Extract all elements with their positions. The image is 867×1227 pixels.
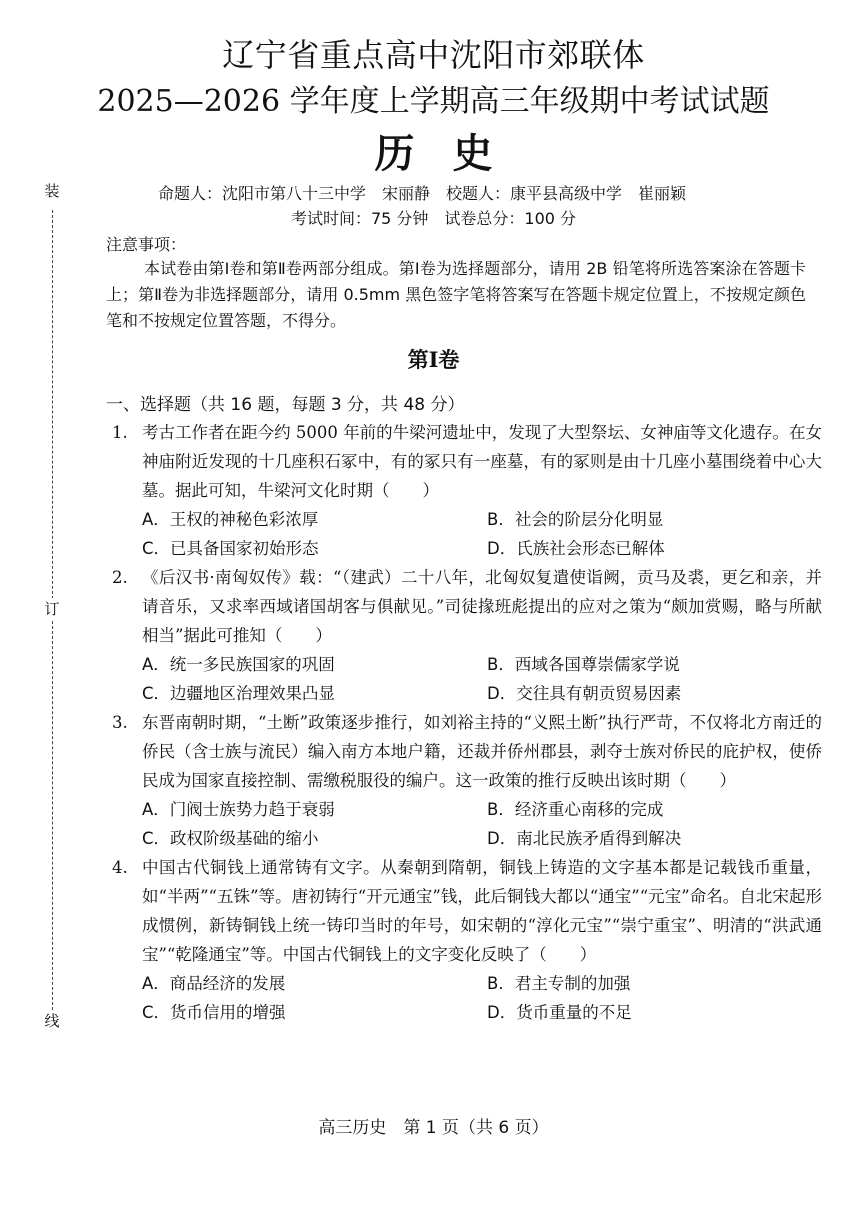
subject-title: 历史 [374,130,531,177]
option-c: C．货币信用的增强 [142,1003,286,1022]
exam-header-line2: 2025—2026 学年度上学期高三年级期中考试试题 [97,84,770,119]
option-b: B．社会的阶层分化明显 [487,510,664,529]
binding-dashed-line [52,210,53,1030]
option-b: B．西域各国尊崇儒家学说 [487,655,680,674]
section-title: 一、选择题（共 16 题，每题 3 分，共 48 分） [106,395,465,415]
binding-line [44,180,60,1040]
option-a: A．门阀士族势力趋于衰弱 [142,800,335,819]
option-a: A．统一多民族国家的巩固 [142,655,335,674]
question-4 [112,853,822,1027]
option-c: C．已具备国家初始形态 [142,539,319,558]
question-number: 2. [112,568,128,587]
binding-char-xian: 线 [42,1010,62,1031]
question-2 [112,563,822,708]
volume-title: 第Ⅰ卷 [407,347,460,372]
question-3 [112,708,822,853]
option-a: A．王权的神秘色彩浓厚 [142,510,319,529]
question-stem [112,563,822,650]
question-number: 4. [112,858,128,877]
question-stem [112,418,822,505]
notice-body: 本试卷由第Ⅰ卷和第Ⅱ卷两部分组成。第Ⅰ卷为选择题部分，请用 2B 铅笔将所选答案涂在答题卡上；第Ⅱ卷为非选择题部分，请用 0.5mm 黑色签字笔将答案写在答题卡规定位置上，不按规定颜色笔和不按规定位置答题，不得分。 [106,259,806,330]
question-stem [112,708,822,795]
option-grid [112,969,822,1027]
authors-line: 命题人：沈阳市第八十三中学 宋丽静 校题人：康平县高级中学 崔丽颖 [158,184,687,203]
binding-char-zhuang: 装 [42,180,62,201]
option-a: A．商品经济的发展 [142,974,286,993]
option-grid [112,795,822,853]
option-d: D．氏族社会形态已解体 [487,539,665,558]
option-c: C．政权阶级基础的缩小 [142,829,319,848]
option-d: D．货币重量的不足 [487,1003,632,1022]
question-list [112,418,822,1027]
option-d: D．南北民族矛盾得到解决 [487,829,682,848]
option-d: D．交往具有朝贡贸易因素 [487,684,682,703]
option-b: B．经济重心南移的完成 [487,800,664,819]
option-grid [112,650,822,708]
question-text: 中国古代铜钱上通常铸有文字。从秦朝到隋朝，铜钱上铸造的文字基本都是记载钱币重量，如“半两”“五铢”等。唐初铸行“开元通宝”钱，此后铜钱大都以“通宝”“元宝”命名。自北宋起形成惯例，新铸铜钱上统一铸印当时的年号，如宋朝的“淳化元宝”“崇宁重宝”、明清的“洪武通宝”“乾隆通宝”等。中国古代铜钱上的文字变化反映了（ ） [142,858,822,964]
option-grid [112,505,822,563]
question-stem [112,853,822,969]
question-text: 考古工作者在距今约 5000 年前的牛梁河遗址中，发现了大型祭坛、女神庙等文化遗存。在女神庙附近发现的十几座积石冢中，有的冢只有一座墓，有的冢则是由十几座小墓围绕着中心大墓。据此可知，牛梁河文化时期（ ） [142,423,822,500]
question-number: 1. [112,423,128,442]
question-text: 《后汉书·南匈奴传》载：“（建武）二十八年，北匈奴复遣使诣阙，贡马及裘，更乞和亲，并请音乐，又求率西域诸国胡客与俱献见。”司徒掾班彪提出的应对之策为“颇加赏赐，略与所献相当”据此可推知（ ） [142,568,822,645]
question-text: 东晋南朝时期，“土断”政策逐步推行，如刘裕主持的“义熙土断”执行严苛，不仅将北方南迁的侨民（含士族与流民）编入南方本地户籍，还裁并侨州郡县，剥夺士族对侨民的庇护权，使侨民成为国家直接控制、需缴税服役的编户。这一政策的推行反映出该时期（ ） [142,713,822,790]
exam-time-info: 考试时间：75 分钟 试卷总分：100 分 [290,209,577,228]
page-footer: 高三历史 第 1 页（共 6 页） [318,1118,549,1138]
question-number: 3. [112,713,128,732]
question-1 [112,418,822,563]
exam-header-line1: 辽宁省重点高中沈阳市郊联体 [222,36,645,74]
option-c: C．边疆地区治理效果凸显 [142,684,336,703]
notice-title: 注意事项： [106,235,187,254]
option-b: B．君主专制的加强 [487,974,631,993]
binding-char-ding: 订 [42,598,62,619]
